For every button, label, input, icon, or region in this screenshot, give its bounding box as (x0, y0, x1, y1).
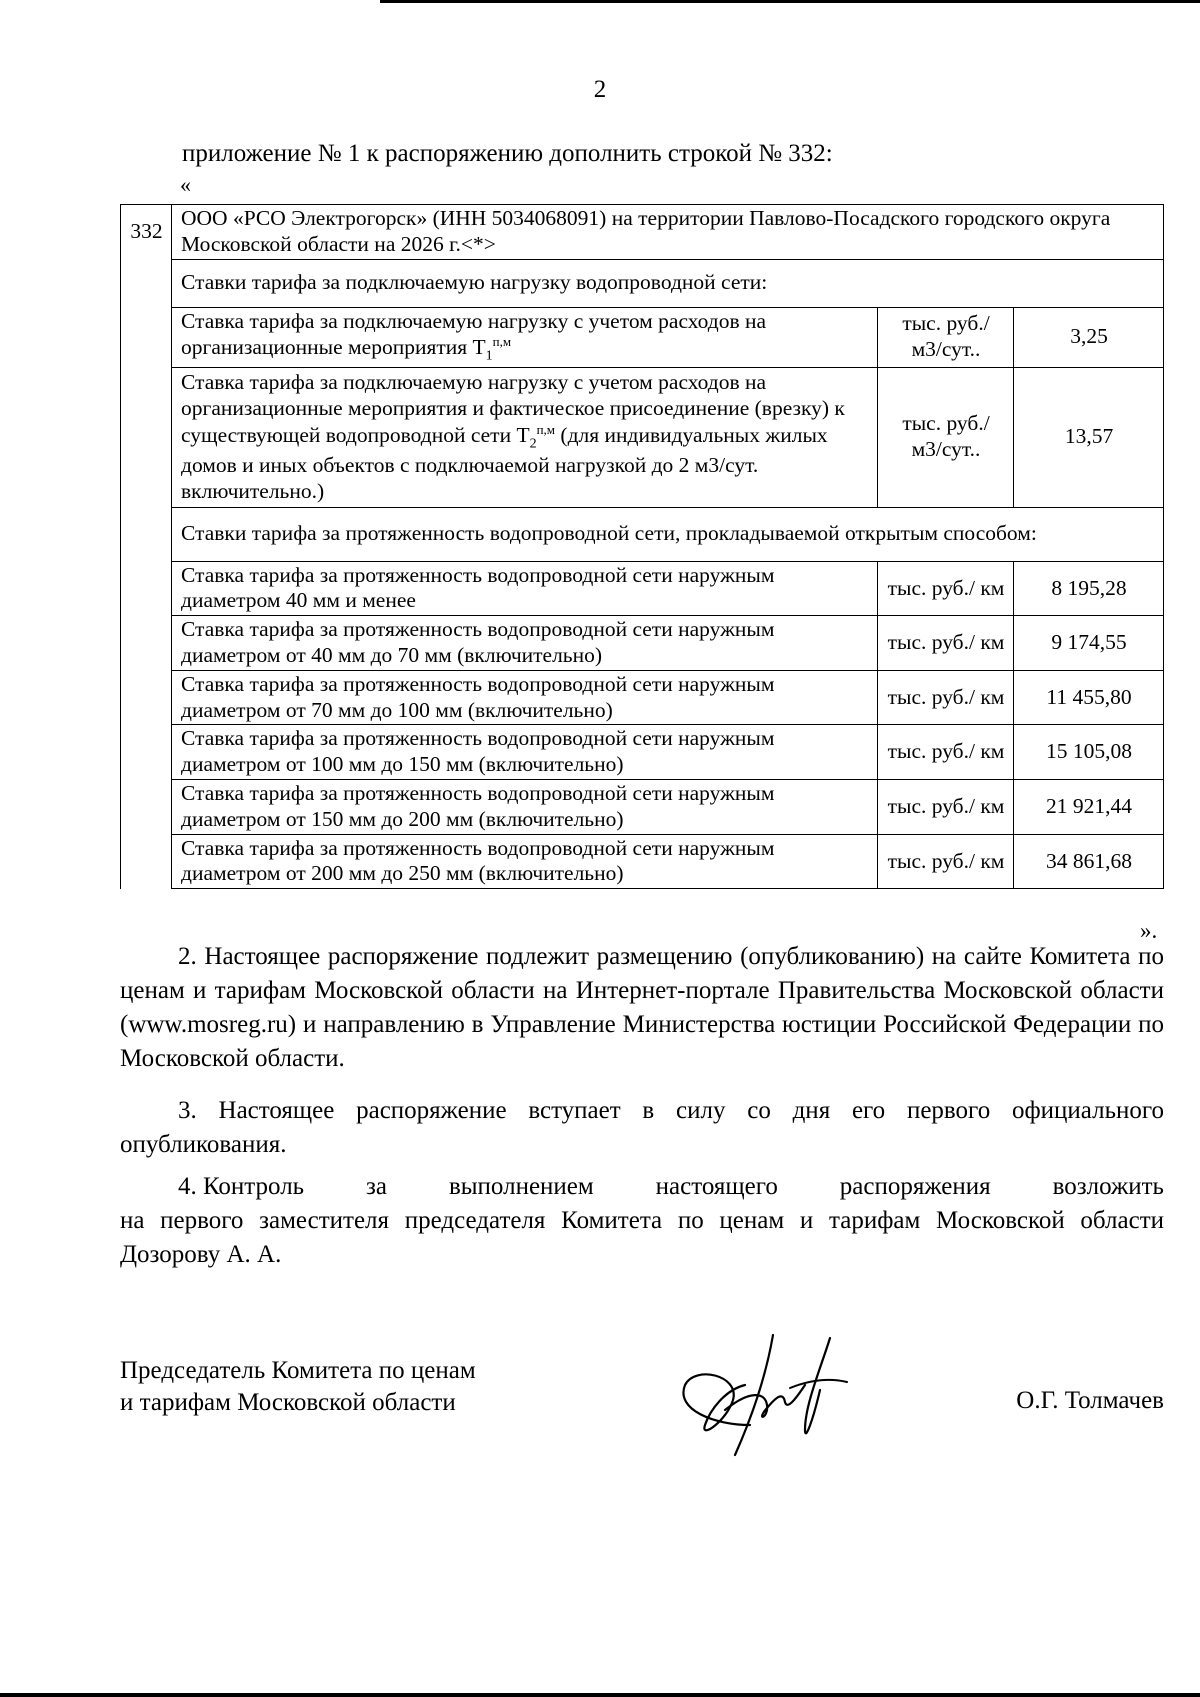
tariff-table (120, 204, 1164, 889)
word: выполнением (448, 1173, 594, 1200)
page-number: 2 (593, 76, 607, 103)
rate-description: Ставка тарифа за протяженность водопроводной сети наружным диаметром от 40 мм до 70 мм (включительно) (172, 616, 878, 671)
rate-unit: тыс. руб./ км (878, 834, 1014, 889)
handwritten-signature (655, 1330, 875, 1470)
rate-description: Ставка тарифа за подключаемую нагрузку с учетом расходов на организационные мероприятия и фактическое присоединение (врезку) к существующей водопроводной сети $Т_2^{п,м}$ (для индивидуальных жилых домов и иных объектов с подключаемой нагрузкой до 2 м3/сут. включительно.) (172, 367, 878, 507)
rate-unit: тыс. руб./ км (878, 780, 1014, 835)
signer-name: О.Г. Толмачев (1016, 1387, 1164, 1414)
rate-value: 11 455,80 (1014, 670, 1164, 725)
rate-value: 8 195,28 (1014, 561, 1164, 616)
rate-value: 9 174,55 (1014, 616, 1164, 671)
rate-unit: тыс. руб./ км (878, 725, 1014, 780)
rate-unit: тыс. руб./ км (878, 616, 1014, 671)
table-row (121, 561, 1164, 616)
row-number: 332 (121, 205, 172, 260)
rate-value: 21 921,44 (1014, 780, 1164, 835)
rate-description: Ставка тарифа за протяженность водопроводной сети наружным диаметром от 70 мм до 100 мм (включительно) (172, 670, 878, 725)
rate-description: Ставка тарифа за протяженность водопроводной сети наружным диаметром 40 мм и менее (172, 561, 878, 616)
rate-value: 13,57 (1014, 367, 1164, 507)
rate-description: Ставка тарифа за протяженность водопроводной сети наружным диаметром от 100 мм до 150 мм (включительно) (172, 725, 878, 780)
signatory-title: Председатель Комитета по ценам и тарифам Московской области (120, 1357, 476, 1416)
table-row (121, 834, 1164, 889)
rate-unit: тыс. руб./ км (878, 561, 1014, 616)
scan-edge-bottom (0, 1693, 1200, 1697)
table-row (121, 307, 1164, 367)
intro-text: приложение № 1 к распоряжению дополнить строкой № 332: (182, 140, 833, 167)
close-quote: ». (1140, 918, 1158, 943)
word: возложить (1052, 1173, 1164, 1200)
rate-unit: тыс. руб./ м3/сут.. (878, 307, 1014, 367)
table-row (121, 670, 1164, 725)
scan-edge-top (380, 0, 1200, 3)
section-header: Ставки тарифа за подключаемую нагрузку водопроводной сети: (172, 259, 1164, 307)
paragraph-4 (120, 1170, 1164, 1272)
table-row (121, 616, 1164, 671)
paragraph-4-first-line (120, 1170, 1164, 1204)
rate-unit: тыс. руб./ м3/сут.. (878, 367, 1014, 507)
paragraph-2: 2. Настоящее распоряжение подлежит размещению (опубликованию) на сайте Комитета по ценам и тарифам Московской области на Интернет-портале Правительства Московской области (www.mosreg.ru) и направлению в Управление Министерства юстиции Российской Федерации по Московской области. (120, 943, 1164, 1072)
rate-description: Ставка тарифа за подключаемую нагрузку с учетом расходов на организационные мероприятия $Т_1^{п,м}$ (172, 307, 878, 367)
org-cell: ООО «РСО Электрогорск» (ИНН 5034068091) на территории Павлово-Посадского городского округа Московской области на 2026 г.<*> (172, 205, 1164, 260)
rate-description: Ставка тарифа за протяженность водопроводной сети наружным диаметром от 200 мм до 250 мм (включительно) (172, 834, 878, 889)
word: 4. Контроль (178, 1173, 305, 1200)
word: распоряжения (839, 1173, 991, 1200)
paragraph-3: 3. Настоящее распоряжение вступает в силу со дня его первого официального опубликования. (120, 1097, 1164, 1158)
rate-value: 34 861,68 (1014, 834, 1164, 889)
rate-value: 15 105,08 (1014, 725, 1164, 780)
word: настоящего (655, 1173, 778, 1200)
table-row (121, 367, 1164, 507)
rate-value: 3,25 (1014, 307, 1164, 367)
table-row (121, 259, 1164, 307)
table-row (121, 780, 1164, 835)
section-header: Ставки тарифа за протяженность водопроводной сети, прокладываемой открытым способом: (172, 507, 1164, 561)
rate-unit: тыс. руб./ км (878, 670, 1014, 725)
table-row (121, 507, 1164, 561)
word: за (366, 1173, 388, 1200)
table-row (121, 205, 1164, 260)
rate-description: Ставка тарифа за протяженность водопроводной сети наружным диаметром от 150 мм до 200 мм (включительно) (172, 780, 878, 835)
table-row (121, 725, 1164, 780)
paragraph-4-rest: на первого заместителя председателя Комитета по ценам и тарифам Московской области Дозорову А. А. (120, 1207, 1164, 1268)
open-quote: « (180, 172, 191, 197)
